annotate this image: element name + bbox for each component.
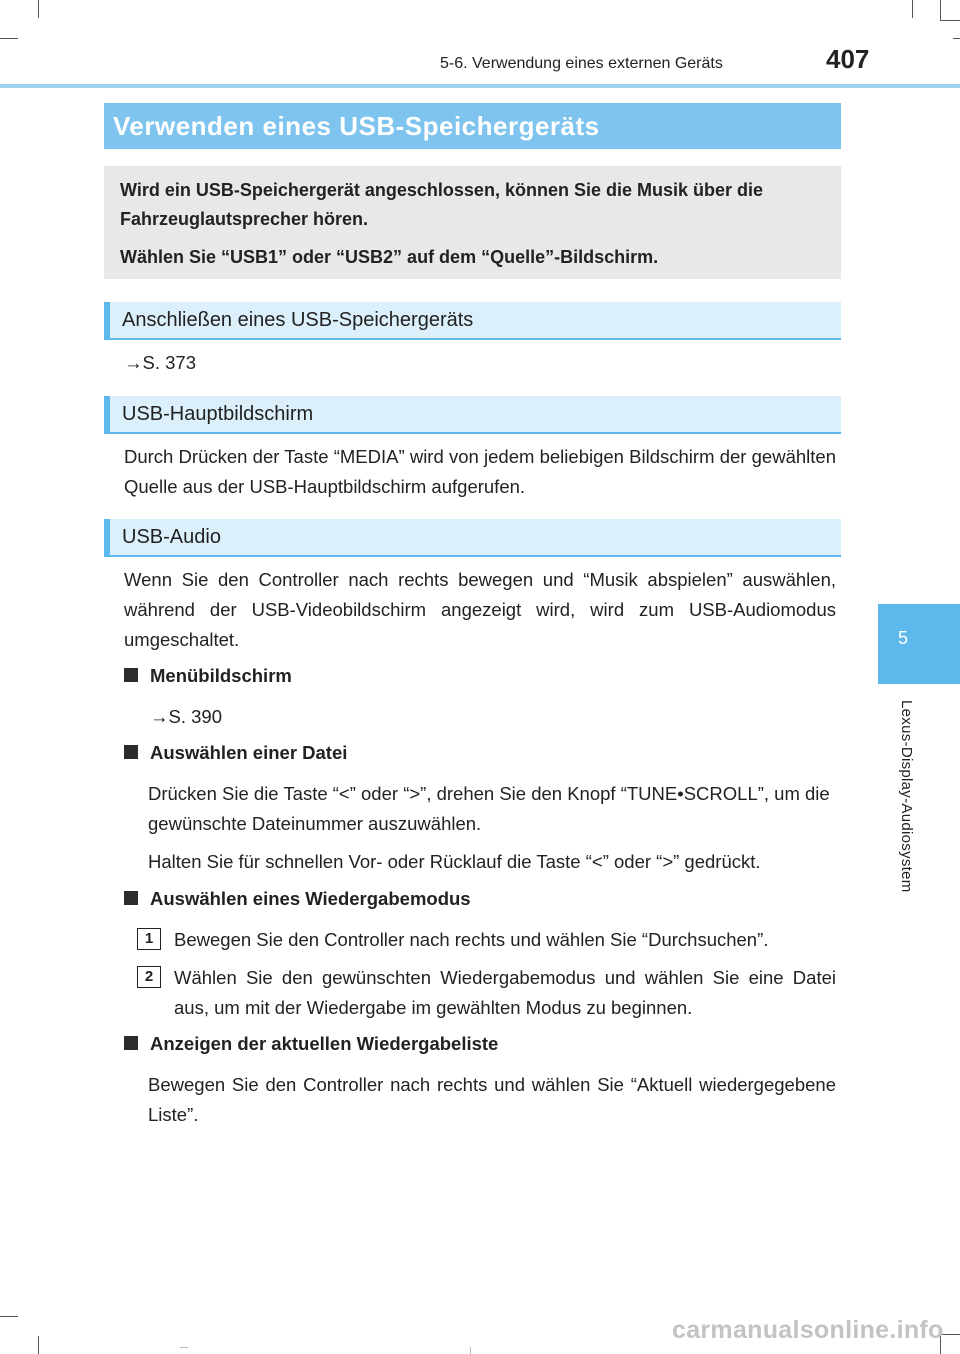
bullet-select-file-title: Auswählen einer Datei xyxy=(150,742,348,763)
section-heading-connect: Anschließen eines USB-Speichergeräts xyxy=(104,302,841,340)
crop-mark xyxy=(0,38,18,39)
reference-connect-text: S. 373 xyxy=(142,352,196,373)
intro-box xyxy=(104,166,841,279)
select-file-body-2: Halten Sie für schnellen Vor- oder Rücklauf die Taste “<” oder “>” gedrückt. xyxy=(148,851,761,872)
square-bullet-icon xyxy=(124,1036,138,1050)
square-bullet-icon xyxy=(124,891,138,905)
section-heading-main-screen: USB-Hauptbildschirm xyxy=(104,396,841,434)
crop-mark xyxy=(953,38,960,39)
bullet-menu-title: Menübildschirm xyxy=(150,665,292,686)
section-heading-usb-audio: USB-Audio xyxy=(104,519,841,557)
crop-mark xyxy=(38,1336,39,1354)
bullet-playback-mode xyxy=(124,888,471,910)
header-rule xyxy=(0,84,960,88)
bullet-current-list-title: Anzeigen der aktuellen Wiedergabeliste xyxy=(150,1033,499,1054)
select-file-body-1: Drücken Sie die Taste “<” oder “>”, drehen Sie den Knopf “TUNE•SCROLL”, um die gewünschte Dateinummer auszuwählen. xyxy=(148,783,830,834)
square-bullet-icon xyxy=(124,668,138,682)
crop-mark xyxy=(0,1316,18,1317)
intro-line-2: Wählen Sie “USB1” oder “USB2” auf dem “Quelle”-Bildschirm. xyxy=(120,247,659,267)
page-number: 407 xyxy=(826,44,870,74)
step-1-text: Bewegen Sie den Controller nach rechts und wählen Sie “Durchsuchen”. xyxy=(174,929,769,950)
bullet-select-file xyxy=(124,742,347,764)
step-number-2: 2 xyxy=(137,966,161,988)
watermark-logo: carmanualsonline.info xyxy=(672,1316,944,1344)
usb-audio-body: Wenn Sie den Controller nach rechts bewegen und “Musik abspielen” auswählen, während der USB-Videobildschirm angezeigt wird, wird zum USB-Audiomodus umgeschaltet. xyxy=(124,569,836,650)
crop-mark xyxy=(38,0,39,18)
bullet-playback-mode-title: Auswählen eines Wiedergabemodus xyxy=(150,888,471,909)
reference-menu[interactable] xyxy=(150,702,222,732)
reference-connect[interactable] xyxy=(124,348,196,378)
arrow-right-icon: → xyxy=(150,706,169,727)
step-2-text: Wählen Sie den gewünschten Wiedergabemodus und wählen Sie eine Datei aus, um mit der Wiedergabe im gewählten Modus zu beginnen. xyxy=(174,967,836,1018)
bullet-menu xyxy=(124,665,292,687)
reference-menu-text: S. 390 xyxy=(168,706,222,727)
crop-mark xyxy=(912,0,913,18)
crop-mark xyxy=(940,0,941,20)
running-header-section: 5-6. Verwendung eines externen Geräts xyxy=(440,55,723,72)
crop-mark xyxy=(940,20,960,21)
step-number-1: 1 xyxy=(137,928,161,950)
chapter-number: 5 xyxy=(897,628,908,648)
page-title: Verwenden eines USB-Speichergeräts xyxy=(104,103,841,149)
main-screen-body: Durch Drücken der Taste “MEDIA” wird von jedem beliebigen Bildschirm der gewählten Quelle aus der USB-Hauptbildschirm aufgerufen. xyxy=(124,446,836,497)
bottom-dash xyxy=(470,1347,471,1354)
chapter-title-vertical: Lexus-Display-Audiosystem xyxy=(898,700,915,893)
arrow-right-icon: → xyxy=(124,352,143,373)
square-bullet-icon xyxy=(124,745,138,759)
bullet-current-list xyxy=(124,1033,498,1055)
current-list-body: Bewegen Sie den Controller nach rechts und wählen Sie “Aktuell wiedergegebene Liste”. xyxy=(148,1074,836,1125)
bottom-dash xyxy=(180,1347,188,1348)
intro-line-1: Wird ein USB-Speichergerät angeschlossen, können Sie die Musik über die Fahrzeuglautsprecher hören. xyxy=(120,180,763,229)
